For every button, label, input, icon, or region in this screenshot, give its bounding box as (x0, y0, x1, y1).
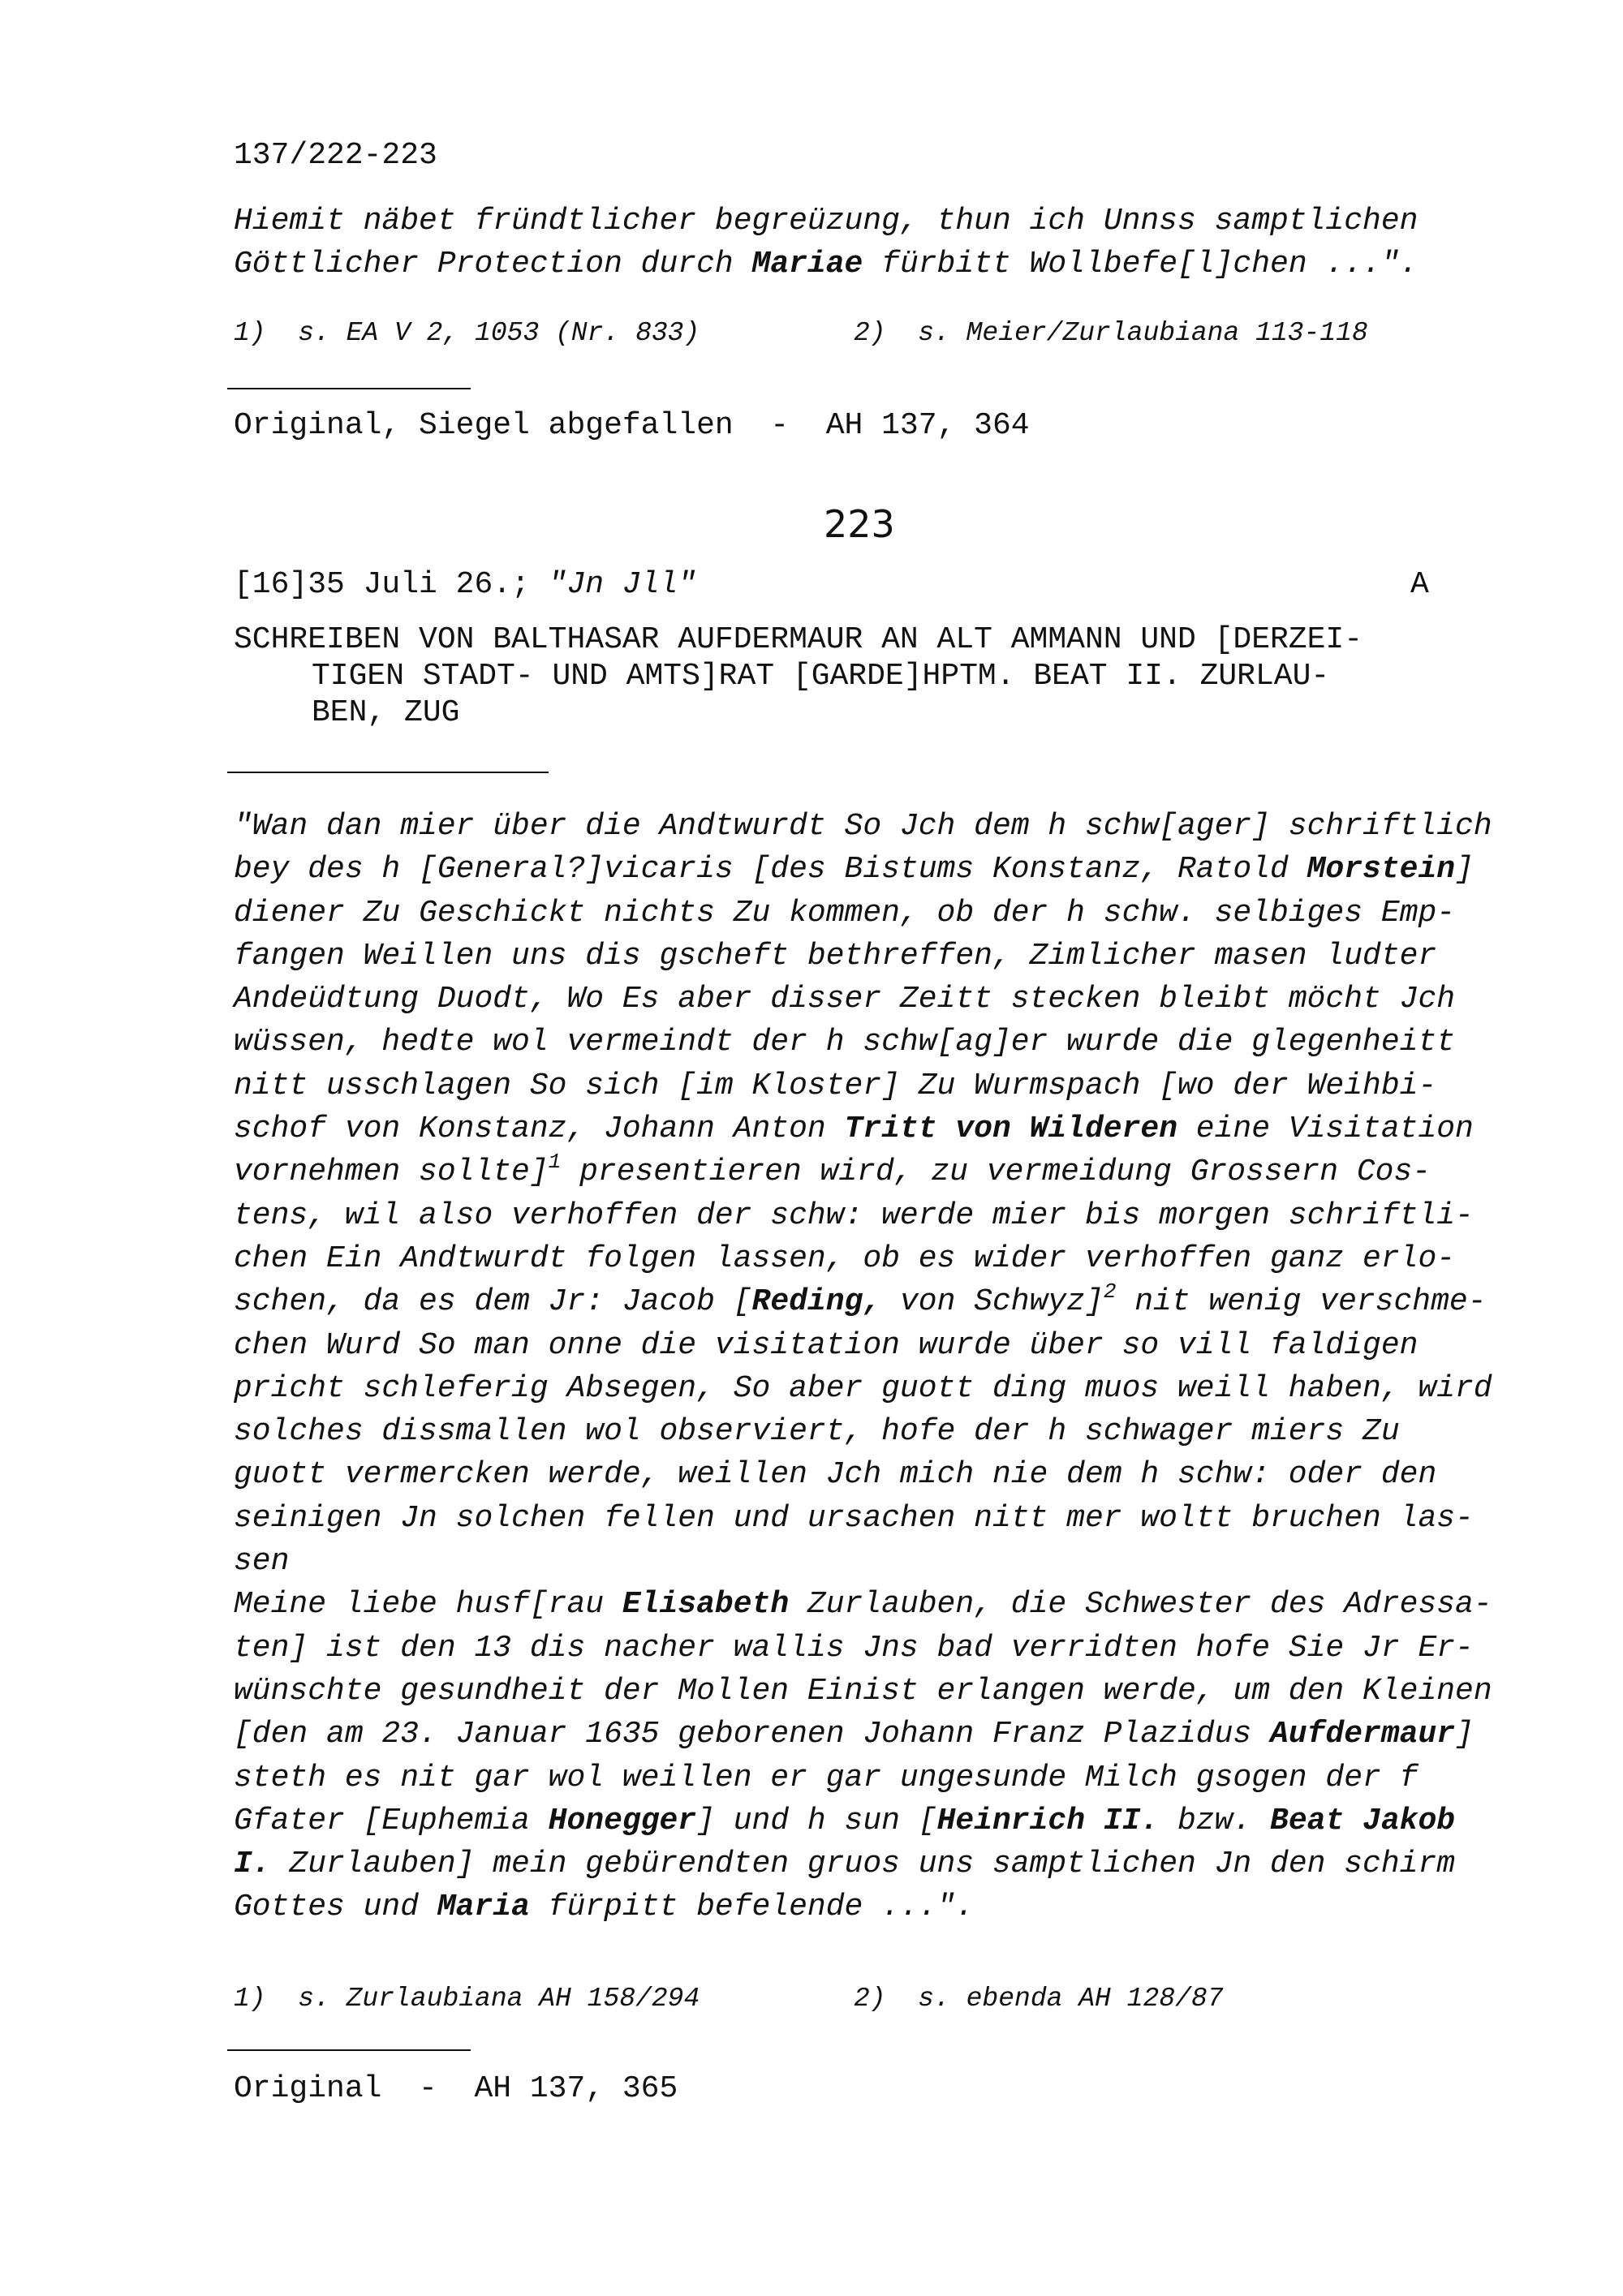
text-run: schen, da es dem Jr: Jacob [ (234, 1284, 752, 1320)
emphasized-name: Aufdermaur (1270, 1717, 1456, 1752)
emphasized-name: Heinrich II. (936, 1803, 1160, 1838)
heading-line: SCHREIBEN VON BALTHASAR AUFDERMAUR AN ALT AMMANN UND [DERZEI- (234, 622, 1363, 657)
letter-line (234, 1713, 1492, 1756)
emphasized-name: Tritt von Wilderen (844, 1111, 1177, 1147)
footnote-2: 2) s. Meier/Zurlaubiana 113-118 (854, 318, 1368, 348)
text-run: "Wan dan mier über die Andtwurdt So Jch dem h schw[ager] schriftlich (234, 809, 1492, 844)
footnote-marker: 1 (548, 1149, 562, 1174)
text-run: wüssen, hedte wol vermeindt der h schw[ag]er wurde die glegenheitt (234, 1025, 1456, 1060)
letter-line (234, 1150, 1492, 1193)
emphasized-name: Maria (437, 1890, 530, 1925)
closing-line (234, 243, 1418, 286)
heading-line: BEN, ZUG (312, 695, 460, 730)
text-run: Gottes und (234, 1890, 437, 1925)
text-run: Gfater [Euphemia (234, 1803, 549, 1838)
text-run: Meine liebe husf[rau (234, 1587, 622, 1623)
text-run: bey des h [General?]vicaris [des Bistums Konstanz, Ratold (234, 852, 1307, 888)
entry-date (234, 567, 696, 602)
previous-letter-closing (234, 200, 1418, 286)
letter-line (234, 935, 1492, 978)
emphasized-name: I. (234, 1847, 271, 1882)
text-run: nit wenig verschme- (1116, 1284, 1487, 1320)
footnote-divider (227, 2049, 471, 2051)
text-run: presentieren wird, zu vermeidung Grossern Cos- (561, 1154, 1431, 1190)
text-run: chen Ein Andtwurdt folgen lassen, ob es wider verhoffen ganz erlo- (234, 1240, 1456, 1276)
letter-code: A (1410, 567, 1429, 602)
entry-heading (234, 621, 1363, 731)
text-run: seinigen Jn solchen fellen und ursachen nitt mer woltt bruchen las- (234, 1500, 1474, 1536)
text-run: vornehmen sollte] (234, 1154, 549, 1190)
text-run: ] und h sun [ (696, 1803, 937, 1838)
entry-date-prefix: [16]35 Juli 26.; (234, 567, 549, 602)
letter-line (234, 1021, 1492, 1064)
text-run: bzw. (1159, 1803, 1271, 1838)
letter-line (234, 1064, 1492, 1107)
text-run: nitt usschlagen So sich [im Kloster] Zu Wurmspach [wo der Weihbi- (234, 1068, 1437, 1103)
letter-line (234, 1107, 1492, 1150)
emphasized-name: Morstein (1307, 852, 1456, 888)
letter-line (234, 1540, 1492, 1583)
text-run: Göttlicher Protection durch (234, 247, 752, 282)
letter-line (234, 1885, 1492, 1928)
letter-line (234, 1670, 1492, 1713)
text-run: ] (1455, 1717, 1474, 1752)
text-run: solches dissmallen wol observiert, hofe der h schwager miers Zu (234, 1414, 1400, 1450)
text-run: fürbitt Wollbefe[l]chen ...". (863, 247, 1419, 282)
text-run: tens, wil also verhoffen der schw: werde mier bis morgen schriftli- (234, 1197, 1474, 1233)
letter-line (234, 1237, 1492, 1280)
closing-line (234, 200, 1418, 243)
letter-line (234, 978, 1492, 1021)
footnote-divider (227, 388, 471, 389)
text-run: pricht schleferig Absegen, So aber guott ding muos weill haben, wird (234, 1370, 1492, 1406)
page-reference: 137/222-223 (234, 138, 437, 173)
footnote-1: 1) s. EA V 2, 1053 (Nr. 833) (234, 318, 700, 348)
text-run: Andeüdtung Duodt, Wo Es aber disser Zeitt stecken bleibt möcht Jch (234, 982, 1456, 1017)
letter-line (234, 1280, 1492, 1323)
text-run: wünschte gesundheit der Mollen Einist erlangen werde, um den Kleinen (234, 1673, 1492, 1709)
source-note: Original - AH 137, 365 (234, 2071, 678, 2106)
text-run: guott vermercken werde, weillen Jch mich nie dem h schw: oder den (234, 1457, 1437, 1493)
letter-line (234, 1583, 1492, 1626)
text-run: Hiemit näbet fründtlicher begreüzung, thun ich Unnss samptlichen (234, 204, 1419, 239)
letter-line (234, 1842, 1492, 1885)
heading-divider (227, 772, 549, 773)
emphasized-name: Beat Jakob (1270, 1803, 1456, 1838)
text-run: eine Visitation (1177, 1111, 1474, 1147)
text-run: fangen Weillen uns dis gscheft bethreffen, Zimlicher masen ludter (234, 938, 1437, 974)
footnote-2: 2) s. ebenda AH 128/87 (854, 1984, 1224, 2014)
text-run: [den am 23. Januar 1635 geborenen Johann Franz Plazidus (234, 1717, 1271, 1752)
letter-line (234, 1194, 1492, 1237)
text-run: diener Zu Geschickt nichts Zu kommen, ob der h schw. selbiges Emp- (234, 895, 1456, 931)
letter-line (234, 1756, 1492, 1799)
letter-line (234, 1324, 1492, 1367)
entry-number: 223 (824, 502, 895, 546)
emphasized-name: Reding, (751, 1284, 882, 1320)
emphasized-name: Elisabeth (622, 1587, 790, 1623)
footnote-marker: 2 (1103, 1279, 1117, 1304)
letter-line (234, 1799, 1492, 1842)
emphasized-name: Mariae (751, 247, 863, 282)
text-run: von Schwyz] (881, 1284, 1104, 1320)
text-run: sen (234, 1544, 290, 1580)
letter-line (234, 848, 1492, 891)
text-run: chen Wurd So man onne die visitation wurde über so vill faldigen (234, 1327, 1419, 1363)
footnote-1: 1) s. Zurlaubiana AH 158/294 (234, 1984, 700, 2014)
text-run: schof von Konstanz, Johann Anton (234, 1111, 845, 1147)
entry-place: "Jn Jll" (548, 567, 697, 602)
letter-line (234, 892, 1492, 935)
text-run: steth es nit gar wol weillen er gar ungesunde Milch gsogen der f (234, 1760, 1419, 1795)
heading-line: TIGEN STADT- UND AMTS]RAT [GARDE]HPTM. BEAT II. ZURLAU- (312, 659, 1330, 694)
letter-line (234, 1627, 1492, 1670)
text-run: ten] ist den 13 dis nacher wallis Jns bad verridten hofe Sie Jr Er- (234, 1630, 1474, 1666)
entry-date-text (234, 567, 696, 602)
letter-line (234, 1410, 1492, 1453)
letter-line (234, 1453, 1492, 1496)
letter-line (234, 1367, 1492, 1410)
text-run: Zurlauben, die Schwester des Adressa- (789, 1587, 1492, 1623)
letter-text (234, 805, 1492, 1929)
letter-line (234, 805, 1492, 848)
source-note: Original, Siegel abgefallen - AH 137, 364 (234, 408, 1030, 443)
text-run: fürpitt befelende ...". (529, 1890, 975, 1925)
letter-line (234, 1497, 1492, 1540)
text-run: Zurlauben] mein gebürendten gruos uns samptlichen Jn den schirm (270, 1847, 1456, 1882)
emphasized-name: Honegger (548, 1803, 697, 1838)
text-run: ] (1455, 852, 1474, 888)
